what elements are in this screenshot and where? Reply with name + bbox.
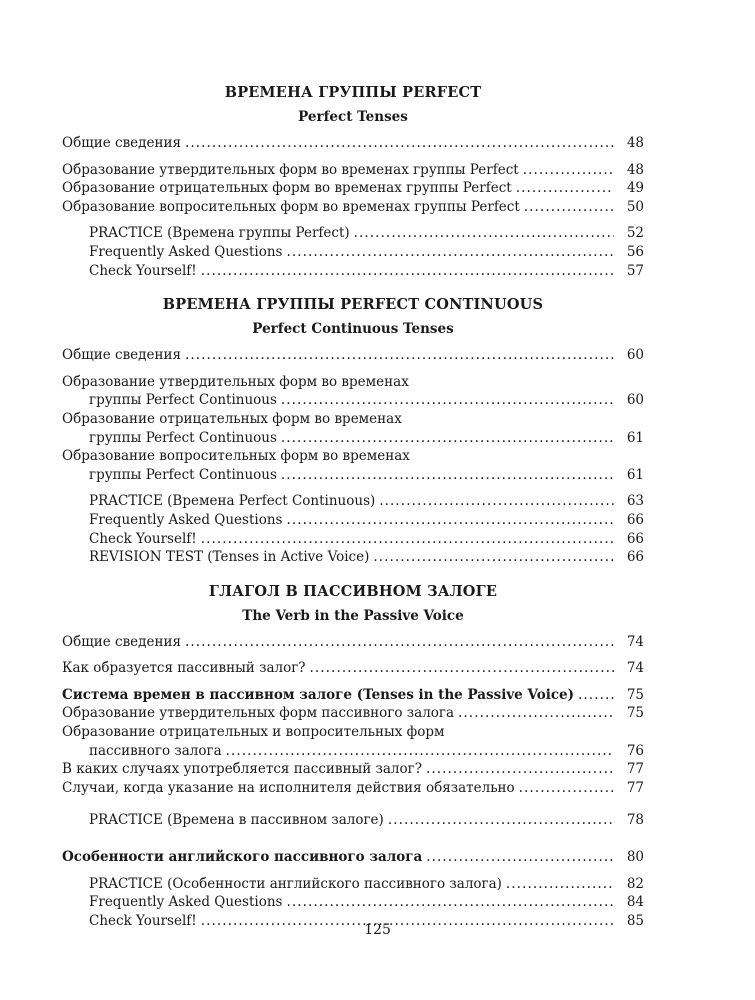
toc-entry: группы Perfect Continuous . . . 60: [62, 391, 644, 410]
toc-entry: Frequently Asked Questions . . . 56: [62, 243, 644, 262]
toc-entry: пассивного залога . . . 76: [62, 742, 644, 761]
toc-entry-line: Образование отрицательных форм во временах: [62, 410, 402, 427]
table-of-contents: [62, 82, 644, 930]
toc-entry: Check Yourself! . . . 57: [62, 262, 644, 281]
toc-entry: Случаи, когда указание на исполнителя действия обязательно . . . 77: [62, 779, 644, 798]
toc-entry: Check Yourself! . . . 85: [62, 912, 644, 931]
toc-entry: PRACTICE (Времена Perfect Continuous) . . . 63: [62, 492, 644, 511]
toc-entry: Как образуется пассивный залог? . . . 74: [62, 659, 644, 678]
toc-entry-line: Образование отрицательных и вопросительных форм: [62, 724, 445, 741]
toc-entry: Общие сведения . . . 74: [62, 633, 644, 652]
toc-entry: Frequently Asked Questions . . . 66: [62, 511, 644, 530]
toc-entry: Общие сведения . . . 48: [62, 134, 644, 153]
toc-entry: Frequently Asked Questions . . . 84: [62, 893, 644, 912]
toc-entry: Образование вопросительных форм во временах группы Perfect . . . 50: [62, 198, 644, 217]
toc-entry: PRACTICE (Особенности английского пассивного залога) . . . 82: [62, 875, 644, 894]
toc-entry: В каких случаях употребляется пассивный залог? . . . 77: [62, 760, 644, 779]
toc-entry: REVISION TEST (Tenses in Active Voice) . . . 66: [62, 548, 644, 567]
section-subtitle: The Verb in the Passive Voice: [242, 607, 464, 624]
section-title: ВРЕМЕНА ГРУППЫ PERFECT: [224, 84, 482, 101]
toc-entry: группы Perfect Continuous . . . 61: [62, 429, 644, 448]
toc-entry-line: Образование вопросительных форм во временах: [62, 448, 410, 465]
toc-entry: Check Yourself! . . . 66: [62, 530, 644, 549]
toc-entry: Особенности английского пассивного залога . . . 80: [62, 848, 644, 867]
toc-entry: Общие сведения . . . 60: [62, 346, 644, 365]
toc-entry: PRACTICE (Времена в пассивном залоге) . . . 78: [62, 811, 644, 830]
section-title: ВРЕМЕНА ГРУППЫ PERFECT CONTINUOUS: [162, 296, 544, 314]
section-title: ГЛАГОЛ В ПАССИВНОМ ЗАЛОГЕ: [208, 582, 498, 600]
toc-entry: Образование утвердительных форм во временах группы Perfect . . . 48: [62, 161, 644, 180]
toc-entry: PRACTICE (Времена группы Perfect) . . . 52: [62, 224, 644, 243]
section-subtitle: Perfect Continuous Tenses: [252, 321, 454, 338]
section-subtitle: Perfect Tenses: [298, 109, 408, 125]
toc-entry: Образование отрицательных форм во временах группы Perfect . . . 49: [62, 179, 644, 198]
toc-entry-line: Образование утвердительных форм во временах: [62, 373, 409, 390]
toc-entry: Образование утвердительных форм пассивного залога . . . 75: [62, 704, 644, 723]
toc-entry: группы Perfect Continuous . . . 61: [62, 466, 644, 485]
toc-entry: Система времен в пассивном залоге (Tenses in the Passive Voice) . . . 75: [62, 686, 644, 705]
page-number: 125: [364, 922, 391, 938]
